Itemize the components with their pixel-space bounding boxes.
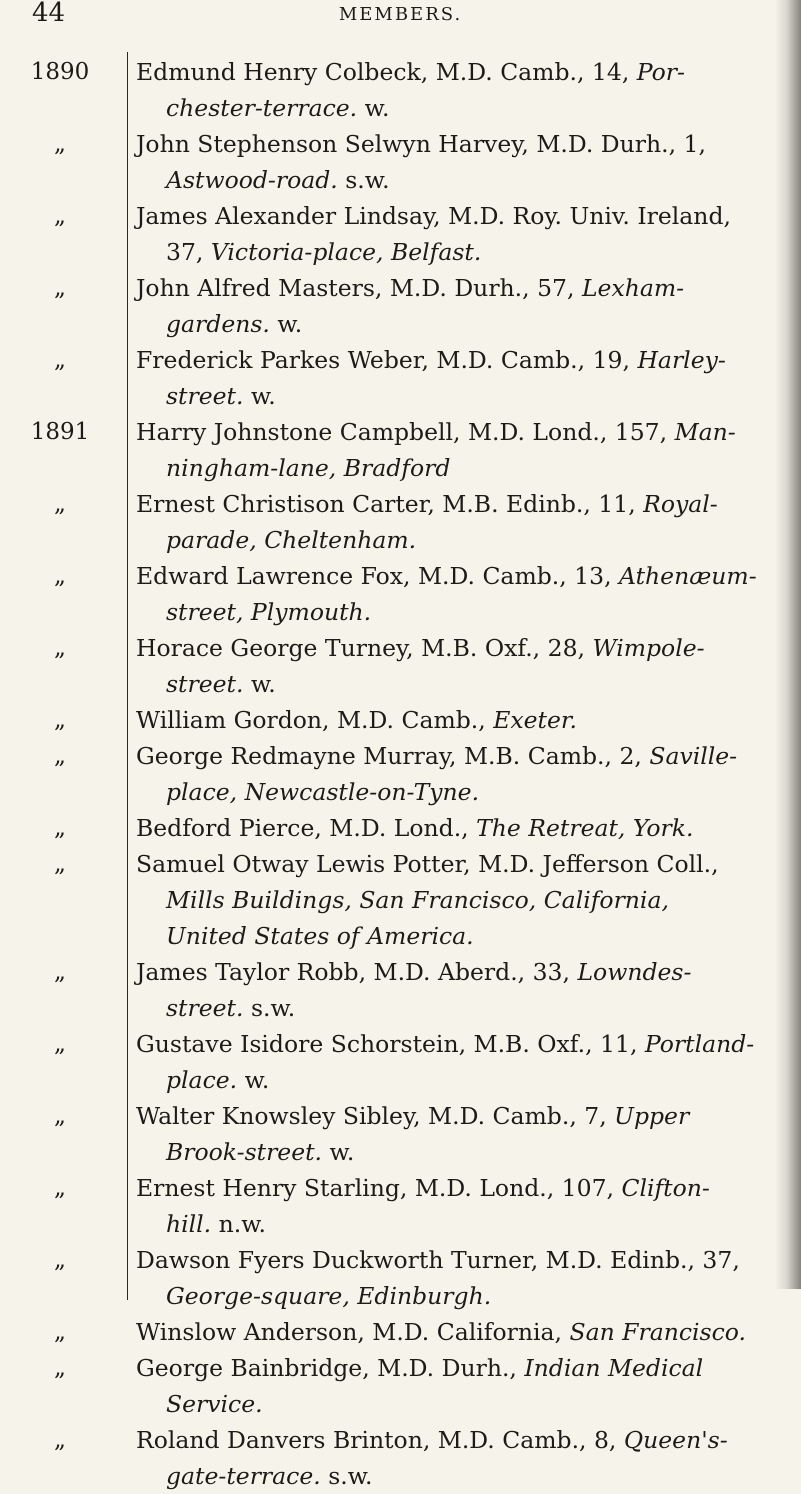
entry-continuation [136,90,776,126]
entry-name: William Gordon, M.D. Camb., [136,706,494,734]
member-list [0,54,801,1494]
entry-address: Victoria-place, Belfast. [210,238,482,266]
year-cell: „ [54,491,66,517]
entry-address: Astwood-road. [166,166,338,194]
entry-name: Frederick Parkes Weber, M.D. Camb., 19, [136,346,638,374]
member-entry [0,738,801,810]
year-cell: 1890 [30,59,90,85]
entry-name: Ernest Christison Carter, M.B. Edinb., 11, [136,490,644,518]
entry-address-start: Por- [636,58,685,86]
entry-continuation [136,522,776,558]
entry-district: w. [243,670,276,698]
entry-text [136,558,776,630]
entry-continuation [136,990,776,1026]
member-entry [0,1242,801,1314]
entry-address: The Retreat, York. [476,814,694,842]
year-cell: „ [54,347,66,373]
entry-district: w. [357,94,390,122]
entry-text [136,54,776,126]
entry-name: Dawson Fyers Duckworth Turner, M.D. Edinb., 37, [136,1246,740,1274]
year-cell: „ [54,1319,66,1345]
entry-text [136,270,776,342]
entry-district: w. [269,310,303,338]
entry-name: Ernest Henry Starling, M.D. Lond., 107, [136,1174,622,1202]
entry-text [136,738,776,810]
entry-name: Samuel Otway Lewis Potter, M.D. Jefferson Coll., [136,850,719,878]
member-entry [0,702,801,738]
entry-name: Edward Lawrence Fox, M.D. Camb., 13, [136,562,620,590]
entry-name: James Alexander Lindsay, M.D. Roy. Univ. Ireland, [136,202,731,230]
year-cell: „ [54,1103,66,1129]
entry-continuation [136,378,776,414]
entry-address: parade, Cheltenham. [166,526,417,554]
entry-address: San Francisco. [569,1318,746,1346]
entry-text [136,846,776,954]
member-entry [0,1098,801,1170]
entry-continuation [136,774,776,810]
entry-address: ningham-lane, Bradford [166,454,451,482]
member-entry [0,1350,801,1422]
entry-district: w. [243,382,276,410]
entry-name: George Bainbridge, M.D. Durh., [136,1354,525,1382]
entry-name: Roland Danvers Brinton, M.D. Camb., 8, [136,1426,624,1454]
entry-address: gate-terrace. [166,1462,321,1490]
member-entry [0,810,801,846]
entry-text [136,414,776,486]
year-cell: „ [54,707,66,733]
member-entry [0,1170,801,1242]
year-cell: „ [54,1175,66,1201]
entry-country: United States of America. [166,922,474,950]
member-entry [0,846,801,954]
entry-address-start: Wimpole- [592,634,705,662]
entry-name: Bedford Pierce, M.D. Lond., [136,814,477,842]
entry-address-start: Queen's- [623,1426,728,1454]
entry-district: s.w. [320,1462,373,1490]
entry-name: Horace George Turney, M.B. Oxf., 28, [136,634,593,662]
entry-address: street. [166,670,244,698]
entry-text [136,1314,776,1350]
entry-text [136,1098,776,1170]
entry-continuation [136,162,776,198]
entry-number: 37, [166,238,211,266]
entry-text [136,630,776,702]
entry-address-start: Man- [674,418,736,446]
entry-district: n.w. [211,1210,267,1238]
member-entry [0,1422,801,1494]
member-entry [0,126,801,198]
entry-name: Edmund Henry Colbeck, M.D. Camb., 14, [136,58,637,86]
entry-continuation [136,1062,776,1098]
entry-text [136,1170,776,1242]
year-cell: „ [54,1247,66,1273]
year-cell: „ [54,275,66,301]
member-entry [0,270,801,342]
member-entry [0,1026,801,1098]
entry-district: w. [237,1066,270,1094]
entry-address: Brook-street. [166,1138,323,1166]
year-cell: „ [54,1031,66,1057]
entry-address-start: Harley- [637,346,726,374]
page-number: 44 [32,0,66,28]
entry-text [136,1422,776,1494]
entry-address: Exeter. [493,706,577,734]
entry-address-start: Lowndes- [577,958,692,986]
member-entry [0,486,801,558]
entry-address: Mills Buildings, San Francisco, California, [166,886,669,914]
year-cell: „ [54,131,66,157]
entry-name: George Redmayne Murray, M.B. Camb., 2, [136,742,650,770]
year-cell: „ [54,959,66,985]
entry-address: gardens. [166,310,270,338]
member-entry [0,198,801,270]
entry-district: s.w. [337,166,390,194]
entry-continuation [136,594,776,630]
entry-address-start: Royal- [643,490,718,518]
entry-name: Walter Knowsley Sibley, M.D. Camb., 7, [136,1102,615,1130]
member-entry [0,342,801,414]
entry-name: Gustave Isidore Schorstein, M.B. Oxf., 11, [136,1030,645,1058]
entry-continuation [136,1386,776,1422]
entry-address-start: Portland- [644,1030,755,1058]
entry-text [136,810,776,846]
year-cell: „ [54,743,66,769]
entry-continuation [136,666,776,702]
entry-address: hill. [166,1210,212,1238]
entry-address: place, Newcastle-on-Tyne. [166,778,480,806]
year-cell: „ [54,1427,66,1453]
entry-continuation [136,450,776,486]
entry-text [136,1026,776,1098]
entry-text [136,702,776,738]
entry-address: George-square, Edinburgh. [166,1282,492,1310]
member-entry [0,630,801,702]
entry-address-start: Lexham- [581,274,685,302]
entry-name: John Alfred Masters, M.D. Durh., 57, [136,274,582,302]
member-entry [0,54,801,126]
entry-name: Winslow Anderson, M.D. California, [136,1318,570,1346]
entry-text [136,342,776,414]
entry-address: place. [166,1066,238,1094]
entry-address-start: Indian Medical [524,1354,704,1382]
entry-text [136,1350,776,1422]
entry-district: w. [322,1138,355,1166]
running-title: MEMBERS. [338,4,463,25]
member-entry [0,1314,801,1350]
entry-address-start: Upper [614,1102,690,1130]
entry-name: Harry Johnstone Campbell, M.D. Lond., 157, [136,418,675,446]
entry-address: Service. [166,1390,263,1418]
entry-continuation [136,1458,776,1494]
entry-address-start: Clifton- [621,1174,710,1202]
entry-text [136,954,776,1026]
entry-continuation [136,882,776,918]
entry-address: street. [166,382,244,410]
entry-continuation [136,306,776,342]
year-cell: „ [54,851,66,877]
year-cell: „ [54,203,66,229]
entry-continuation [136,1134,776,1170]
entry-text [136,486,776,558]
entry-continuation [136,1206,776,1242]
entry-district: s.w. [243,994,296,1022]
member-entry [0,558,801,630]
year-cell: „ [54,635,66,661]
year-cell: 1891 [30,419,90,445]
member-entry [0,414,801,486]
entry-address: street, Plymouth. [166,598,372,626]
entry-address-start: Athenæum- [619,562,757,590]
entry-continuation [136,1278,776,1314]
year-cell: „ [54,1355,66,1381]
year-cell: „ [54,563,66,589]
member-entry [0,954,801,1026]
entry-address: street. [166,994,244,1022]
entry-address: chester-terrace. [166,94,358,122]
year-cell: „ [54,815,66,841]
entry-address-start: Saville- [649,742,738,770]
entry-continuation [136,234,776,270]
entry-text [136,1242,776,1314]
entry-text [136,126,776,198]
entry-name: James Taylor Robb, M.D. Aberd., 33, [136,958,578,986]
entry-name: John Stephenson Selwyn Harvey, M.D. Durh., 1, [136,130,706,158]
entry-text [136,198,776,270]
